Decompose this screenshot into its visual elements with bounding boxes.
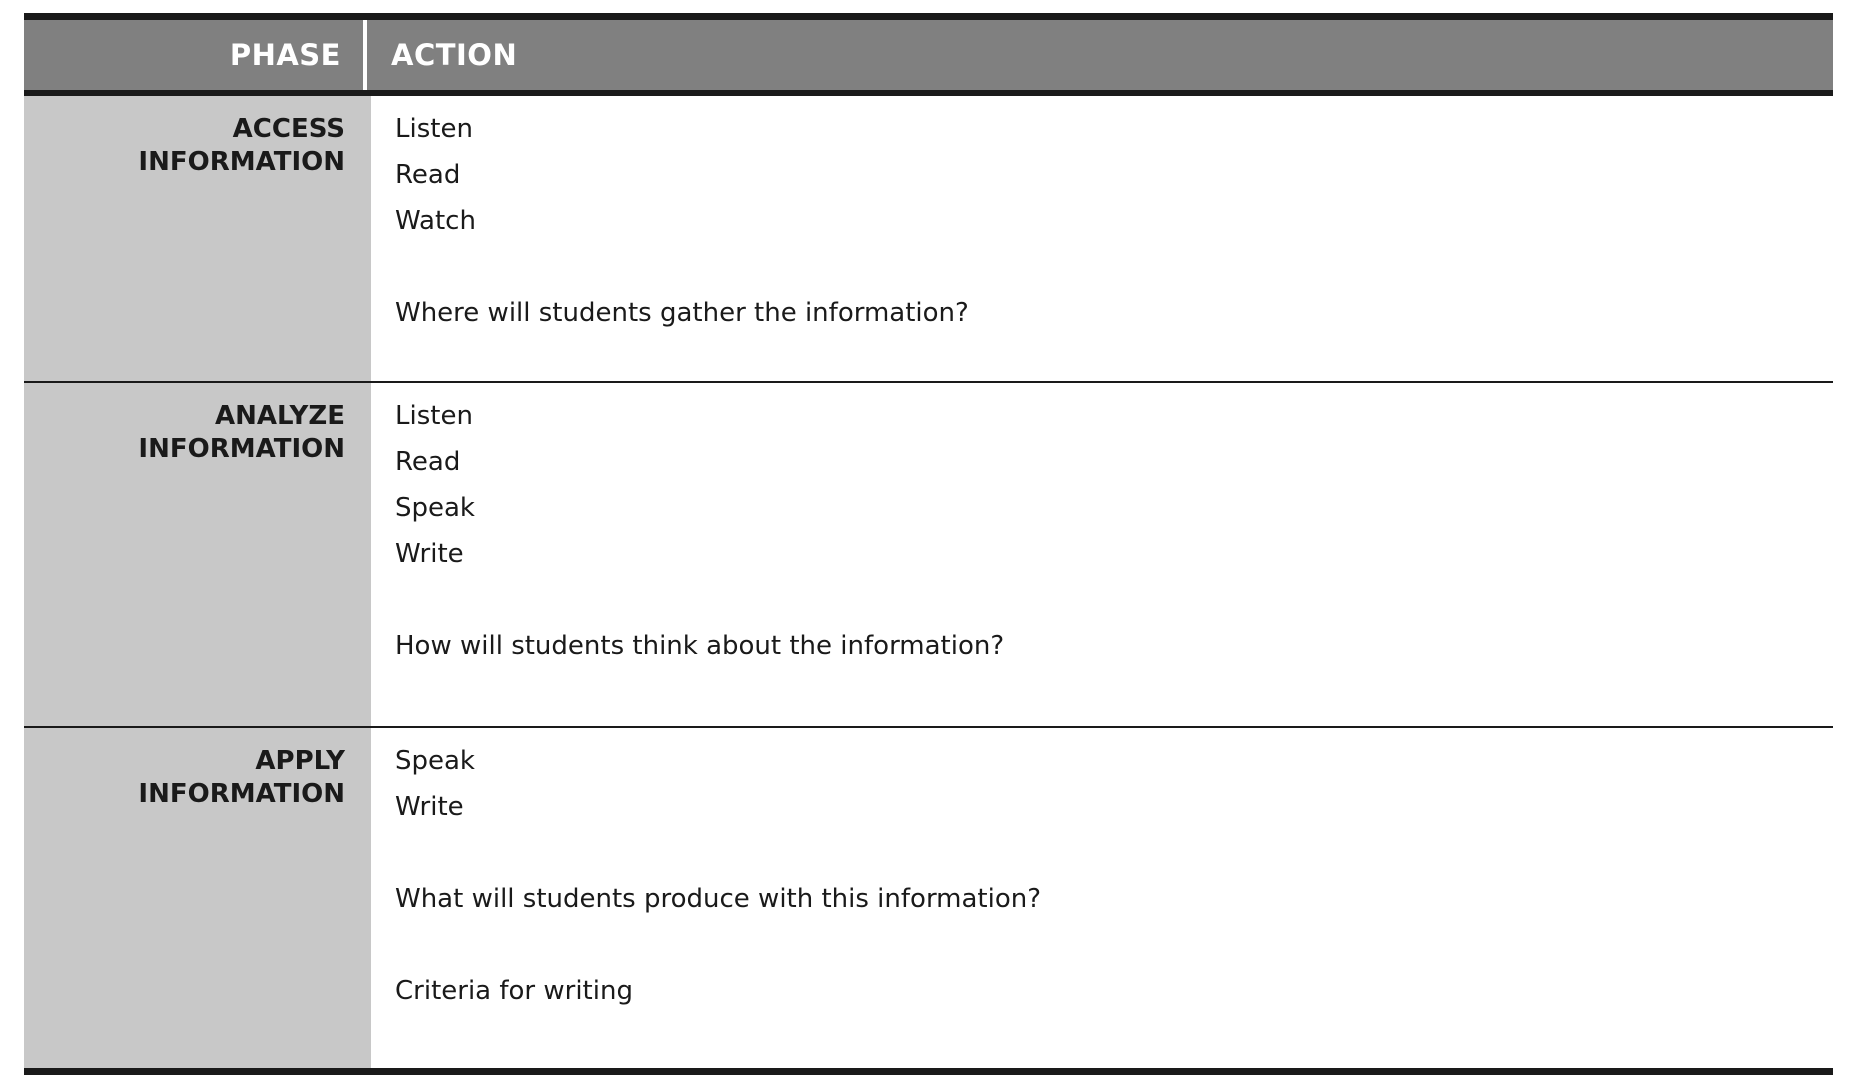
table-row-analyze-information <box>24 383 1833 728</box>
action-item: Write <box>395 792 464 822</box>
header-phase: PHASE <box>24 20 367 90</box>
table-header <box>24 20 1833 96</box>
action-item: Listen <box>395 401 473 431</box>
table-row-apply-information <box>24 728 1833 1068</box>
phase-label-line2: INFORMATION <box>138 147 345 177</box>
action-cell <box>371 96 1833 381</box>
action-item: Speak <box>395 746 475 776</box>
spacer <box>395 584 1833 630</box>
guiding-question: Where will students gather the information? <box>395 298 969 328</box>
action-cell <box>371 728 1833 1068</box>
table-row-access-information <box>24 96 1833 383</box>
spacer <box>395 251 1833 297</box>
action-item: Listen <box>395 114 473 144</box>
phase-cell <box>24 96 371 381</box>
phase-label-line2: INFORMATION <box>138 434 345 464</box>
phase-label-line2: INFORMATION <box>138 779 345 809</box>
phase-label-line1: ACCESS <box>232 114 345 144</box>
phase-label-line1: APPLY <box>255 746 345 776</box>
action-cell <box>371 383 1833 726</box>
guiding-question: What will students produce with this information? <box>395 884 1042 914</box>
guiding-question: How will students think about the information? <box>395 631 1005 661</box>
spacer <box>395 929 1833 975</box>
phase-action-table <box>24 13 1833 1075</box>
action-item: Watch <box>395 206 476 236</box>
action-item: Read <box>395 447 461 477</box>
phase-label-line1: ANALYZE <box>215 401 345 431</box>
action-item: Speak <box>395 493 475 523</box>
action-item: Read <box>395 160 461 190</box>
spacer <box>395 837 1833 883</box>
header-action: ACTION <box>391 38 518 72</box>
guiding-question: Criteria for writing <box>395 976 633 1006</box>
phase-cell <box>24 728 371 1068</box>
action-item: Write <box>395 539 464 569</box>
phase-cell <box>24 383 371 726</box>
